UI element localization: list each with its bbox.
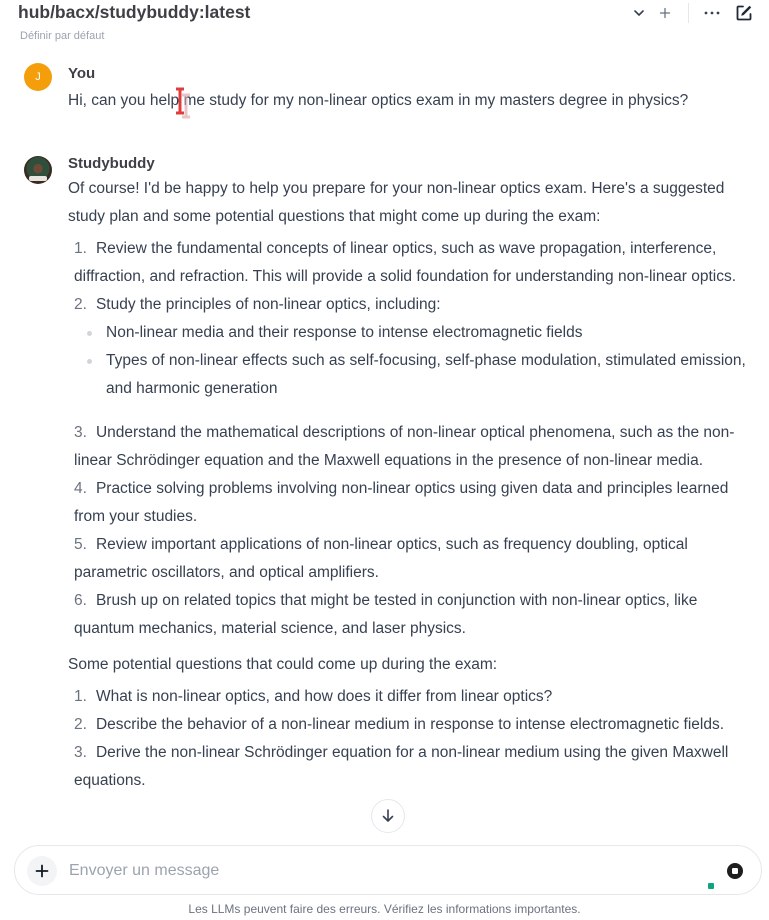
study-plan-list	[74, 235, 751, 643]
plus-icon	[35, 864, 49, 878]
chat-header	[0, 0, 769, 50]
stop-icon	[726, 862, 744, 880]
message-input[interactable]	[69, 858, 629, 884]
header-actions	[626, 2, 757, 24]
chat-messages[interactable]	[0, 56, 769, 850]
more-icon	[704, 11, 720, 15]
status-indicator-icon	[708, 883, 714, 889]
list-item: 5. Review important applications of non-linear optics, such as frequency doubling, optical parametric oscillators, and optical amplifiers.	[74, 536, 688, 581]
message-author: You	[68, 65, 96, 82]
model-name[interactable]: hub/bacx/studybuddy:latest	[18, 2, 251, 22]
model-dropdown-button[interactable]	[626, 2, 652, 24]
stop-generation-button[interactable]	[725, 861, 745, 881]
header-divider	[688, 3, 689, 23]
list-item: 2. Study the principles of non-linear optics, including: Non-linear media and their response to intense electromagnetic fields Types of non-linear effects such as self-focusing, self-phase modulation, stimulated emission, and harmonic generation	[74, 291, 751, 403]
list-item: 6. Brush up on related topics that might be tested in conjunction with non-linear optics, like quantum mechanics, material science, and laser physics.	[74, 592, 698, 637]
chevron-down-icon	[632, 6, 646, 20]
arrow-down-icon	[380, 808, 396, 824]
sub-list-item: Types of non-linear effects such as self-focusing, self-phase modulation, stimulated emission, and harmonic generation	[106, 347, 751, 403]
set-default-link[interactable]: Définir par défaut	[20, 30, 105, 42]
questions-list	[74, 683, 751, 795]
disclaimer-text: Les LLMs peuvent faire des erreurs. Vérifiez les informations importantes.	[188, 902, 581, 916]
list-item: 1. What is non-linear optics, and how does it differ from linear optics?	[74, 688, 553, 705]
more-options-button[interactable]	[699, 2, 725, 24]
list-item: 3. Understand the mathematical descriptions of non-linear optical phenomena, such as the non-linear Schrödinger equation and the Maxwell equations in the presence of non-linear media.	[74, 424, 735, 469]
message-composer	[14, 845, 762, 895]
add-model-button[interactable]	[652, 2, 678, 24]
questions-intro: Some potential questions that could come up during the exam:	[68, 656, 498, 673]
message-intro: Of course! I'd be happy to help you prepare for your non-linear optics exam. Here's a suggested study plan and some potential questions that might come up during the exam:	[68, 180, 725, 225]
sub-list	[74, 319, 751, 403]
list-item: 3. Derive the non-linear Schrödinger equation for a non-linear medium using the given Maxwell equations.	[74, 744, 729, 789]
user-avatar: J	[24, 63, 52, 91]
assistant-message	[0, 115, 769, 795]
scroll-to-bottom-button[interactable]	[371, 799, 405, 833]
list-item: 2. Describe the behavior of a non-linear medium in response to intense electromagnetic fields.	[74, 716, 725, 733]
sub-list-item: Non-linear media and their response to intense electromagnetic fields	[106, 319, 751, 347]
assistant-avatar	[24, 156, 52, 184]
new-chat-button[interactable]	[731, 2, 757, 24]
list-item: 1. Review the fundamental concepts of linear optics, such as wave propagation, interference, diffraction, and refraction. This will provide a solid foundation for understanding non-linear optics.	[74, 240, 737, 285]
attach-button[interactable]	[27, 856, 57, 886]
plus-icon	[659, 7, 671, 19]
user-message	[0, 56, 769, 115]
message-author: Studybuddy	[68, 155, 155, 172]
message-text: Hi, can you help me study for my non-linear optics exam in my masters degree in physics?	[68, 92, 689, 109]
edit-icon	[735, 4, 753, 22]
list-item: 4. Practice solving problems involving non-linear optics using given data and principles learned from your studies.	[74, 480, 729, 525]
